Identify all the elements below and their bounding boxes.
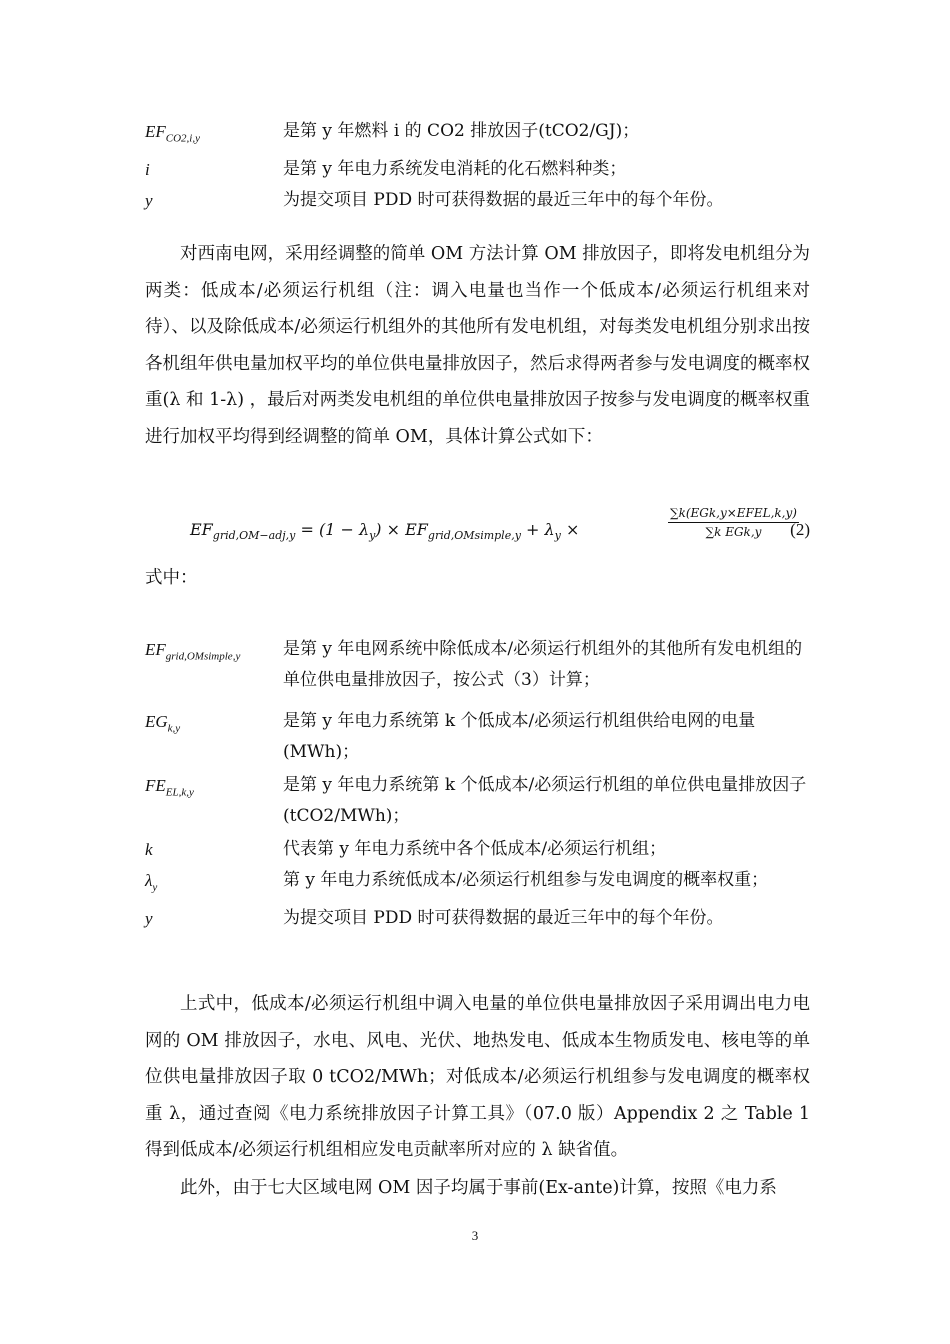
paragraph-text: 此外，由于七大区域电网 OM 因子均属于事前(Ex-ante)计算，按照《电力系 <box>180 1178 777 1198</box>
definition-row <box>145 770 810 832</box>
def-symbol: FE <box>145 776 166 795</box>
def-text: 是第 y 年电网系统中除低成本/必须运行机组外的其他所有发电机组的单位供电量排放因子，按公式（3）计算； <box>283 639 803 690</box>
definition-row <box>145 834 810 865</box>
def-symbol: y <box>145 909 153 929</box>
def-symbol-sub: EL,k,y <box>165 786 194 799</box>
def-symbol: λ <box>145 871 153 890</box>
formula-2 <box>190 506 810 556</box>
def-symbol: i <box>145 160 150 180</box>
def-text: 第 y 年电力系统低成本/必须运行机组参与发电调度的概率权重； <box>283 870 769 890</box>
definition-row <box>145 154 810 185</box>
fraction-denominator: ∑k EGk,y <box>705 525 762 539</box>
paragraph-text: 对西南电网，采用经调整的简单 OM 方法计算 OM 排放因子，即将发电机组分为两类：低成本/必须运行机组（注：调入电量也当作一个低成本/必须运行机组来对待）、以及除低成本/必须运行机组外的其他所有发电机组，对每类发电机组分别求出按各机组年供电量加权平均的单位供电量排放因子，然后求得两者参与发电调度的概率权重(λ 和 1-λ) ，最后对两类发电机组的单位供电量排放因子按参与发电调度的概率权重进行加权平均得到经调整的简单 OM，具体计算公式如下： <box>145 244 810 447</box>
def-symbol-sub: CO2,i,y <box>165 132 201 145</box>
definition-row <box>145 116 810 154</box>
definitions-top <box>145 116 810 216</box>
paragraph-ex-ante <box>145 1170 810 1207</box>
def-text: 是第 y 年燃料 i 的 CO2 排放因子(tCO2/GJ)； <box>283 121 640 141</box>
def-symbol: EG <box>145 712 168 731</box>
definition-row <box>145 903 810 934</box>
def-text: 是第 y 年电力系统发电消耗的化石燃料种类； <box>283 159 627 180</box>
def-text: 为提交项目 PDD 时可获得数据的最近三年中的每个年份。 <box>283 908 724 929</box>
def-symbol-sub: y <box>152 881 158 894</box>
fraction-numerator: ∑k(EGk,y×EFEL,k,y) <box>668 506 799 523</box>
definitions-bottom <box>145 634 810 934</box>
definition-row <box>145 706 810 768</box>
def-symbol-sub: k,y <box>167 722 181 735</box>
def-text: 代表第 y 年电力系统中各个低成本/必须运行机组； <box>283 839 667 859</box>
def-text: 是第 y 年电力系统第 k 个低成本/必须运行机组供给电网的电量(MWh)； <box>283 711 756 762</box>
def-symbol: EF <box>145 640 166 659</box>
paragraph-notes <box>145 986 810 1169</box>
def-symbol: EF <box>145 122 166 141</box>
def-text: 为提交项目 PDD 时可获得数据的最近三年中的每个年份。 <box>283 190 724 211</box>
paragraph-text: 上式中，低成本/必须运行机组中调入电量的单位供电量排放因子采用调出电力电网的 OM 排放因子，水电、风电、光伏、地热发电、低成本生物质发电、核电等的单位供电量排放因子取 0 tCO2/MWh；对低成本/必须运行机组参与发电调度的概率权重 λ，通过查阅《电力系统排放因子计算工具》（07.0 版）Appendix 2 之 Table 1 得到低成本/必须运行机组相应发电贡献率所对应的 λ 缺省值。 <box>145 994 810 1160</box>
definition-row <box>145 634 810 696</box>
def-symbol: y <box>145 191 153 211</box>
definition-row <box>145 185 810 216</box>
def-symbol: k <box>145 840 153 859</box>
def-symbol-sub: grid,OMsimple,y <box>165 650 241 663</box>
equation-number: (2) <box>790 520 810 539</box>
def-text: 是第 y 年电力系统第 k 个低成本/必须运行机组的单位供电量排放因子(tCO2/MWh)； <box>283 775 807 826</box>
page-number: 3 <box>471 1228 479 1243</box>
where-label: 式中： <box>145 568 198 588</box>
definition-row <box>145 865 810 903</box>
formula-lhs: $EF_{grid,OM-adj,y} = (1 - \lambda_y) \times EF_{grid,OMsimple,y} + \lambda_y$ × <box>190 520 580 543</box>
formula-fraction <box>668 506 799 539</box>
paragraph-om-method <box>145 236 810 455</box>
